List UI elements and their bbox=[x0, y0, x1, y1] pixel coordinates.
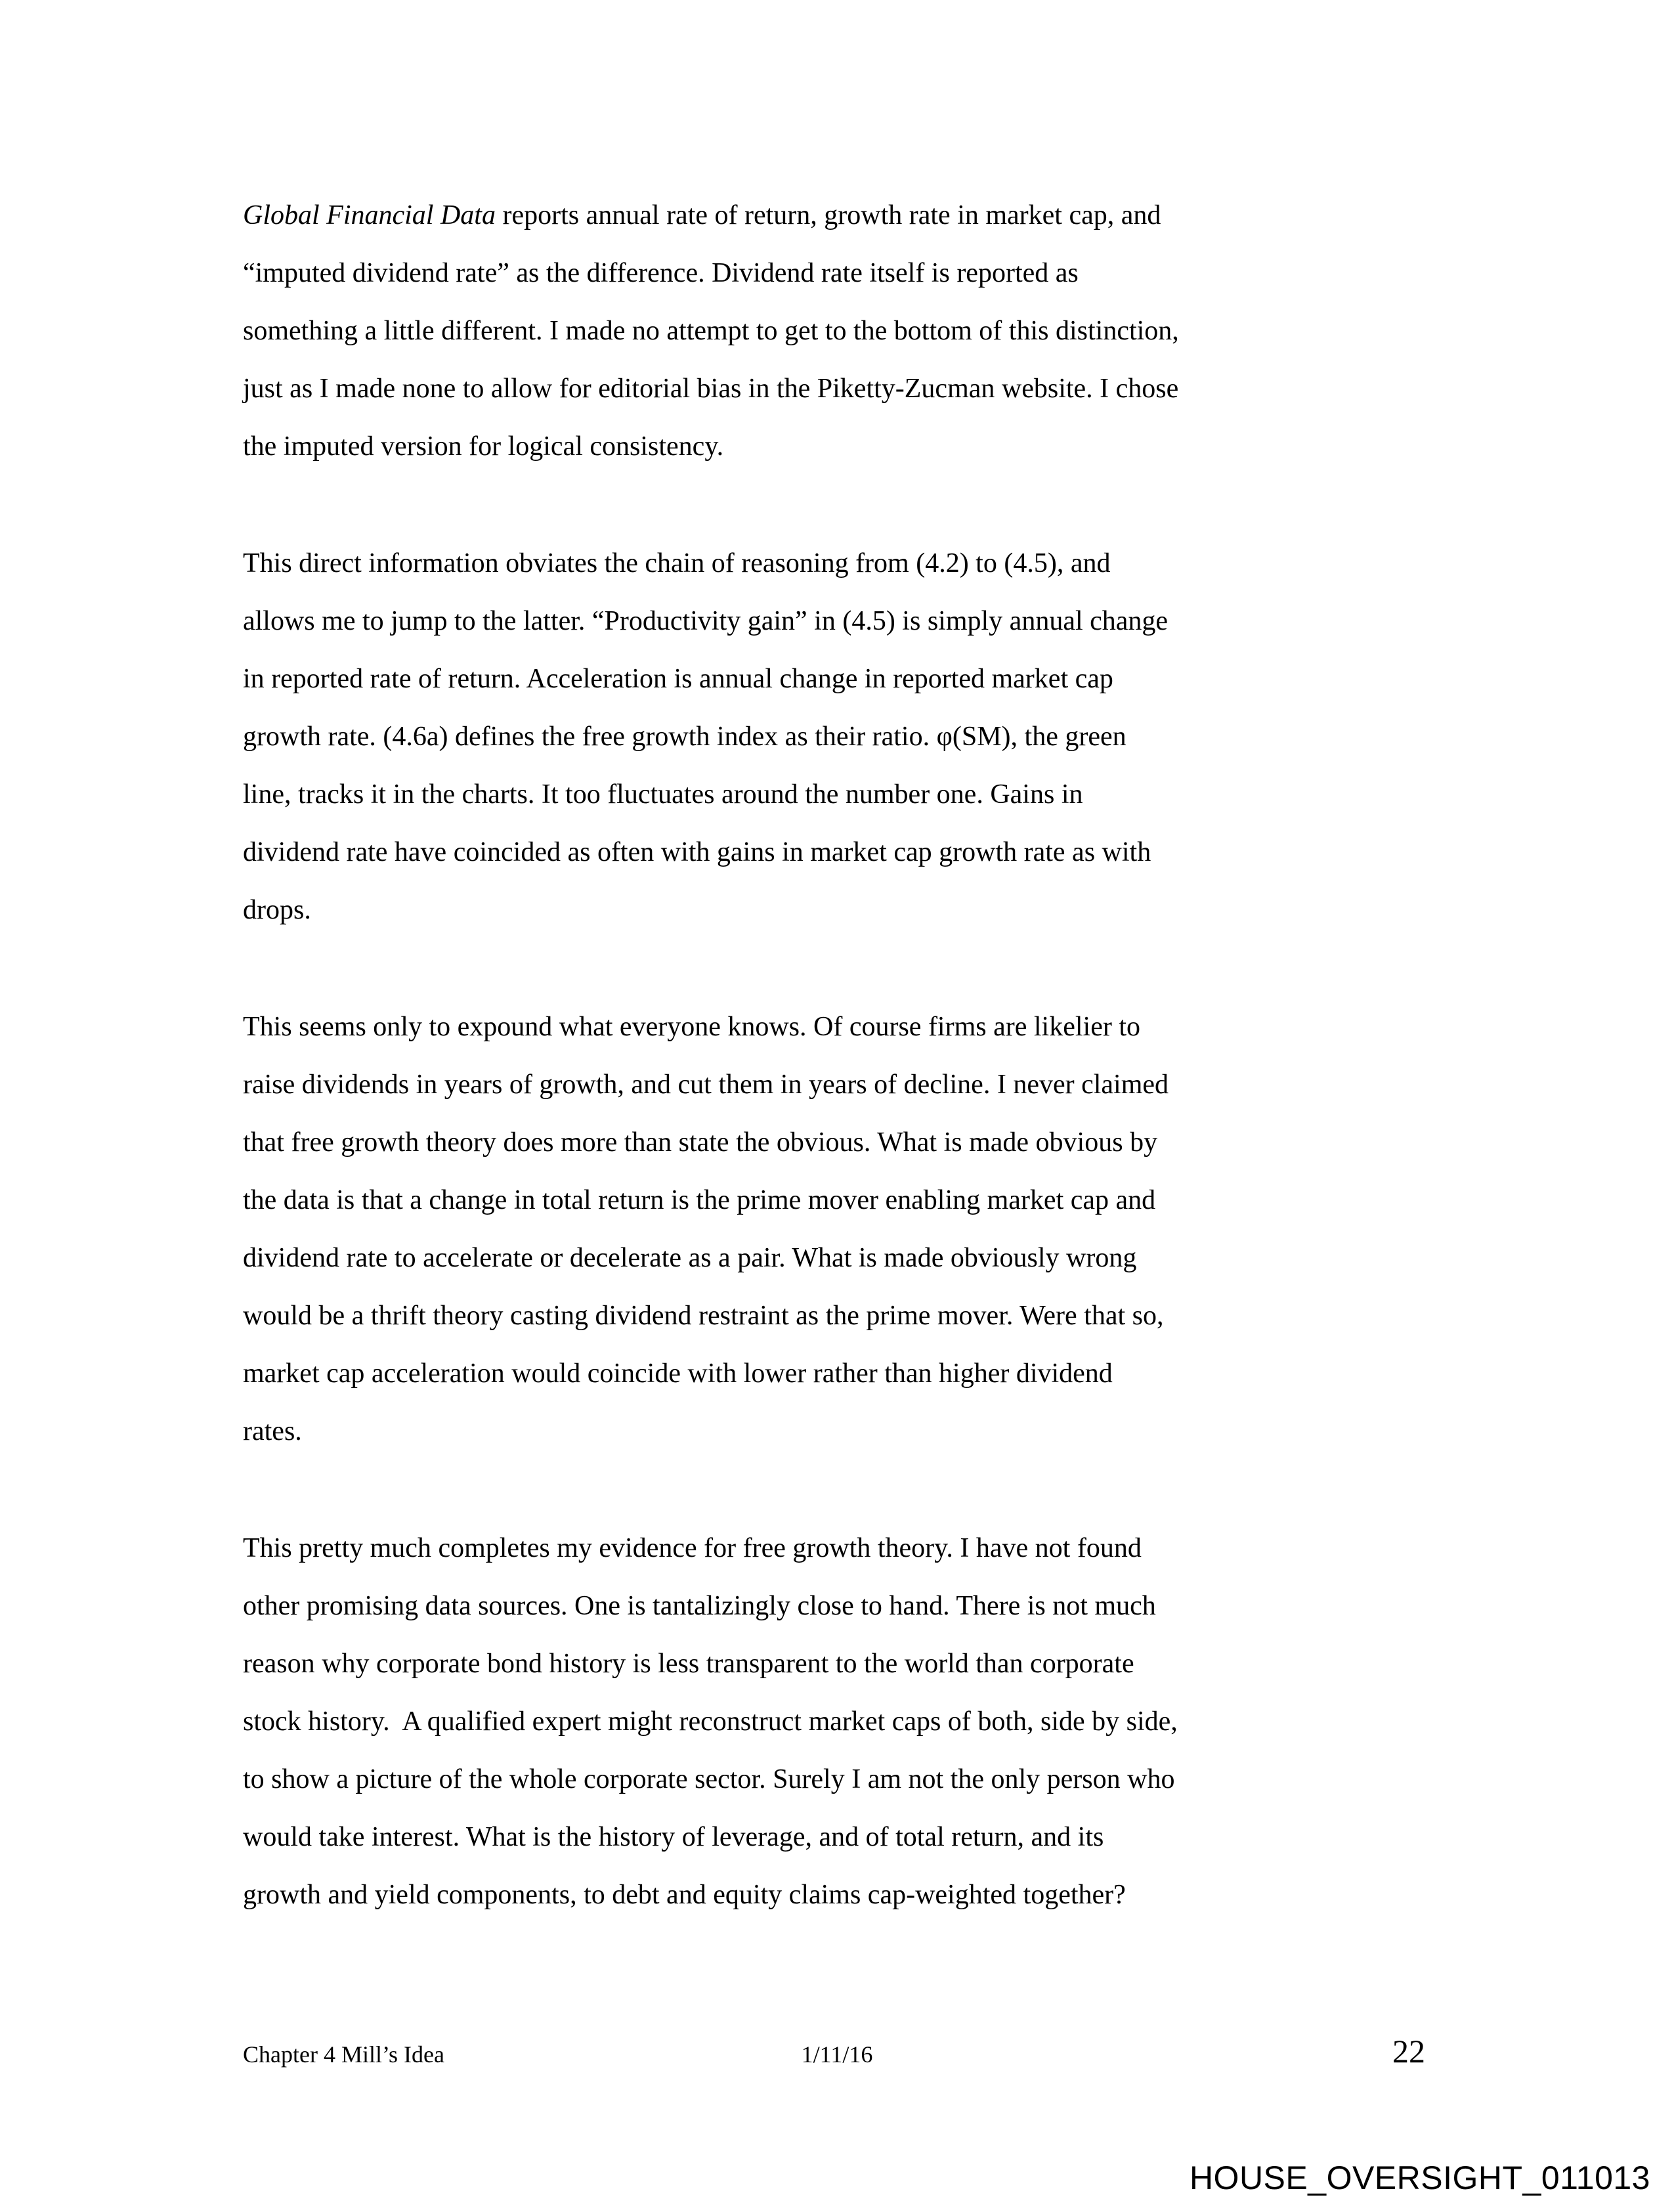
text-line: stock history. A qualified expert might reconstruct market caps of both, side by side, bbox=[243, 1706, 1178, 1737]
text-line: rates. bbox=[243, 1416, 302, 1446]
footer-date: 1/11/16 bbox=[801, 2041, 873, 2068]
text-line: something a little different. I made no attempt to get to the bottom of this distinction, bbox=[243, 316, 1179, 346]
text-line: This direct information obviates the chain of reasoning from (4.2) to (4.5), and bbox=[243, 548, 1111, 578]
text-line: growth and yield components, to debt and equity claims cap-weighted together? bbox=[243, 1880, 1126, 1910]
paragraph-1 bbox=[243, 186, 1438, 475]
text-line: the imputed version for logical consistency. bbox=[243, 431, 724, 462]
text-line-rest: reports annual rate of return, growth rate in market cap, and bbox=[495, 200, 1161, 230]
paragraph-4 bbox=[243, 1519, 1438, 1924]
text-line: This seems only to expound what everyone knows. Of course firms are likelier to bbox=[243, 1012, 1140, 1042]
text-line: to show a picture of the whole corporate sector. Surely I am not the only person who bbox=[243, 1764, 1175, 1794]
text-line: just as I made none to allow for editorial bias in the Piketty-Zucman website. I chose bbox=[243, 374, 1179, 404]
italic-source-title: Global Financial Data bbox=[243, 200, 496, 230]
watermark-bates-number: HOUSE_OVERSIGHT_011013 bbox=[1189, 2159, 1650, 2196]
text-line: “imputed dividend rate” as the difference. Dividend rate itself is reported as bbox=[243, 258, 1079, 288]
text-line: market cap acceleration would coincide with lower rather than higher dividend bbox=[243, 1358, 1113, 1389]
text-line: growth rate. (4.6a) defines the free growth index as their ratio. φ(SM), the green bbox=[243, 722, 1127, 752]
paragraph-2 bbox=[243, 534, 1438, 939]
text-line: dividend rate have coincided as often with gains in market cap growth rate as with bbox=[243, 837, 1151, 867]
text-line: dividend rate to accelerate or decelerate as a pair. What is made obviously wrong bbox=[243, 1243, 1137, 1273]
text-line: would be a thrift theory casting dividend restraint as the prime mover. Were that so, bbox=[243, 1301, 1164, 1331]
text-line: allows me to jump to the latter. “Productivity gain” in (4.5) is simply annual change bbox=[243, 606, 1169, 636]
text-line: line, tracks it in the charts. It too fluctuates around the number one. Gains in bbox=[243, 779, 1083, 810]
page-body bbox=[243, 186, 1438, 1983]
text-line: that free growth theory does more than state the obvious. What is made obvious by bbox=[243, 1127, 1158, 1158]
text-line: reason why corporate bond history is less transparent to the world than corporate bbox=[243, 1649, 1134, 1679]
text-line bbox=[243, 186, 1438, 244]
footer-page-number: 22 bbox=[1392, 2033, 1425, 2070]
text-line: the data is that a change in total return is the prime mover enabling market cap and bbox=[243, 1185, 1156, 1215]
footer-chapter-title: Chapter 4 Mill’s Idea bbox=[243, 2041, 444, 2068]
text-line: would take interest. What is the history of leverage, and of total return, and its bbox=[243, 1822, 1104, 1852]
paragraph-3 bbox=[243, 998, 1438, 1460]
text-line: other promising data sources. One is tantalizingly close to hand. There is not much bbox=[243, 1591, 1156, 1621]
text-line: This pretty much completes my evidence for free growth theory. I have not found bbox=[243, 1533, 1142, 1563]
text-line: in reported rate of return. Acceleration is annual change in reported market cap bbox=[243, 664, 1113, 694]
text-line: drops. bbox=[243, 895, 311, 925]
text-line: raise dividends in years of growth, and cut them in years of decline. I never claimed bbox=[243, 1070, 1169, 1100]
